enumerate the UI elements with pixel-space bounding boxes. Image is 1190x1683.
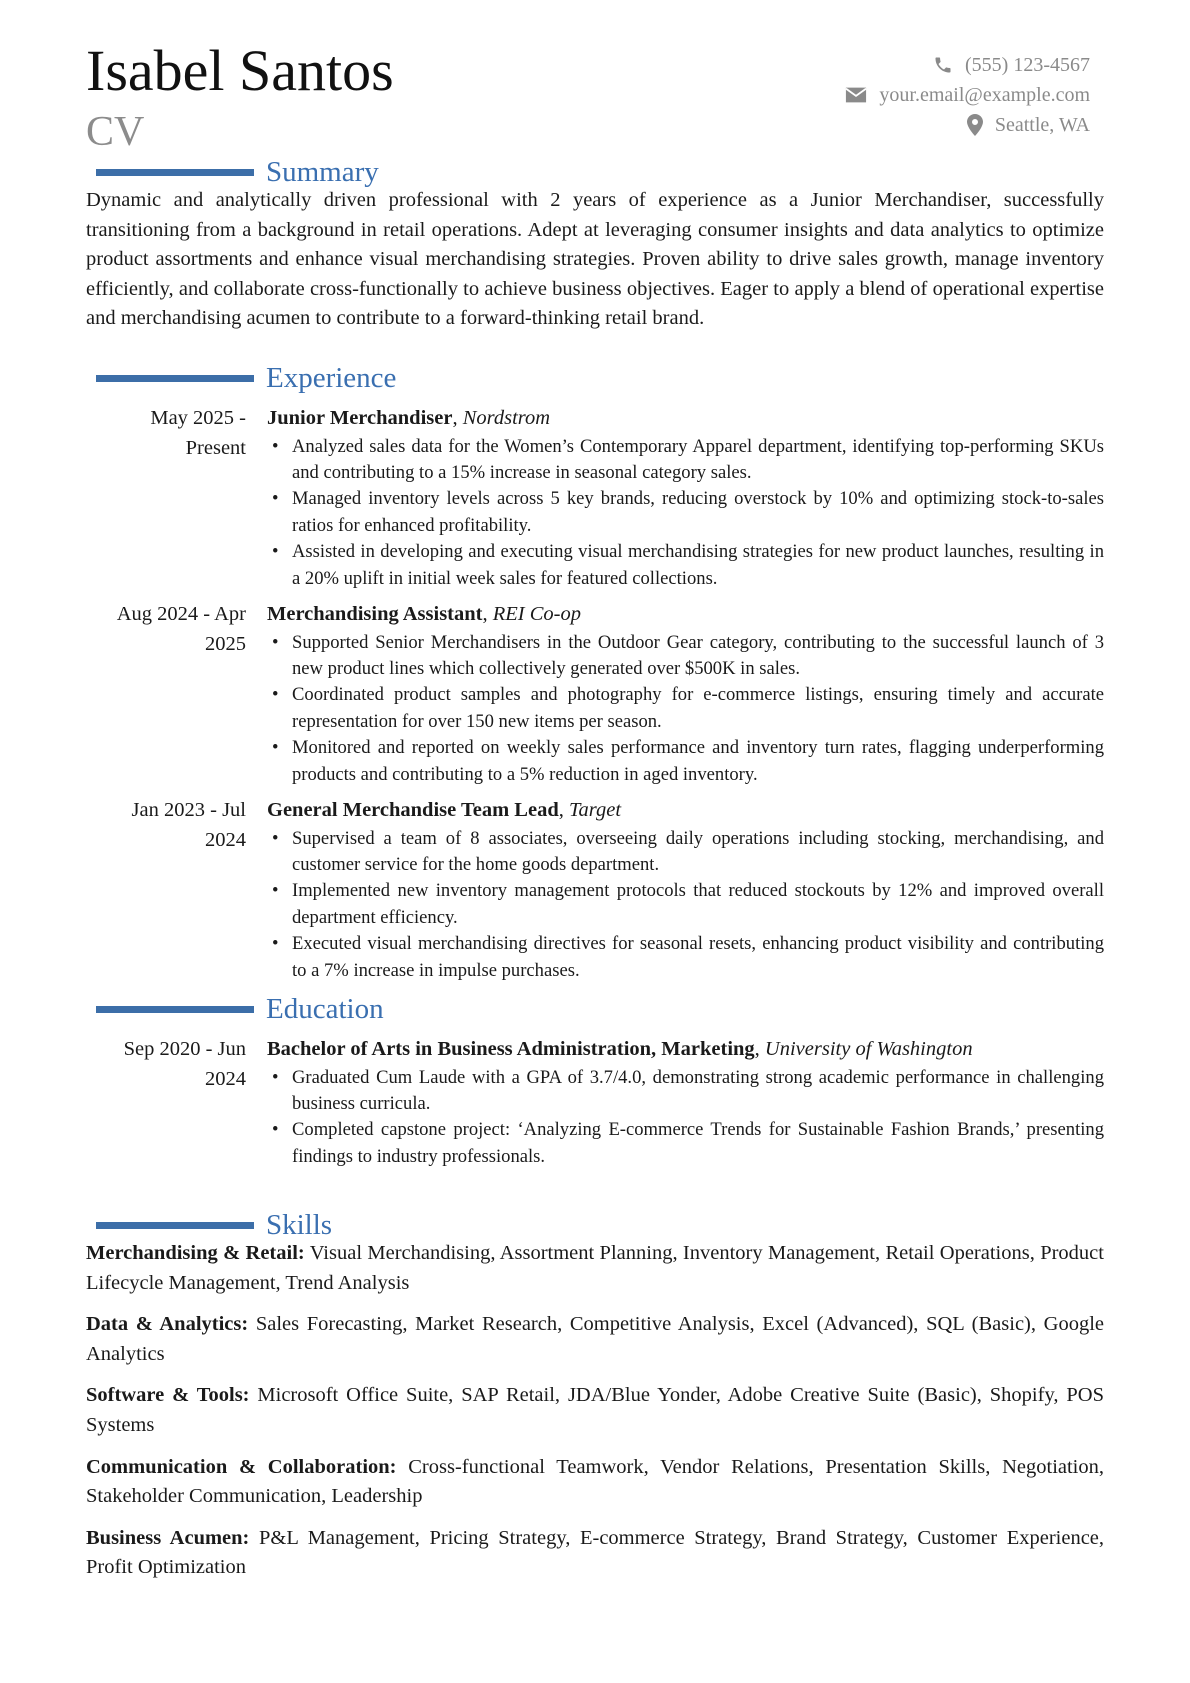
entry-heading: Bachelor of Arts in Business Administration, Marketing, University of Washington — [267, 1038, 973, 1060]
company-name: Target — [569, 799, 622, 821]
skill-items: Sales Forecasting, Market Research, Competitive Analysis, Excel (Advanced), SQL (Basic), Google Analytics — [86, 1313, 1104, 1365]
skill-group — [86, 1524, 1104, 1583]
experience-entry — [86, 600, 1104, 788]
school-name: University of Washington — [764, 1038, 973, 1060]
section-rule — [96, 1222, 254, 1229]
skill-label: Merchandising & Retail: — [86, 1242, 305, 1264]
section-rule — [96, 1006, 254, 1013]
skill-items: Cross-functional Teamwork, Vendor Relations, Presentation Skills, Negotiation, Stakeholder Communication, Leadership — [86, 1455, 1104, 1508]
location-text: Seattle, WA — [994, 114, 1090, 136]
list-item: • Assisted in developing and executing visual merchandising strategies for new product launches, resulting in a 20% uplift in initial week sales for featured collections. — [267, 539, 1104, 592]
section-rule — [96, 375, 254, 382]
section-title: Education — [266, 993, 384, 1025]
contact-phone[interactable] — [845, 50, 1090, 80]
list-item: • Supervised a team of 8 associates, overseeing daily operations including stocking, merchandising, and customer service for the home goods department. — [267, 826, 1104, 879]
skill-group — [86, 1310, 1104, 1369]
list-item: • Managed inventory levels across 5 key brands, reducing overstock by 10% and optimizing stock-to-sales ratios for enhanced profitability. — [267, 486, 1104, 539]
education-entry — [86, 1035, 1104, 1170]
envelope-icon — [845, 86, 867, 104]
section-rule — [96, 169, 254, 176]
list-item: • Supported Senior Merchandisers in the Outdoor Gear category, contributing to the successful launch of 3 new product lines which collectively generated over $500K in sales. — [267, 630, 1104, 683]
skill-items: Visual Merchandising, Assortment Planning, Inventory Management, Retail Operations, Product Lifecycle Management, Trend Analysis — [86, 1242, 1104, 1294]
bullet-list — [267, 1065, 1104, 1171]
degree-name: Bachelor of Arts in Business Administration, Marketing — [267, 1038, 755, 1060]
entry-heading: General Merchandise Team Lead, Target — [267, 799, 622, 821]
skill-items: Microsoft Office Suite, SAP Retail, JDA/Blue Yonder, Adobe Creative Suite (Basic), Shopify, POS Systems — [86, 1384, 1104, 1436]
section-header-experience — [96, 361, 396, 395]
job-title: General Merchandise Team Lead — [267, 799, 559, 821]
entry-date: May 2025 - Present — [150, 407, 246, 459]
skills-list — [86, 1239, 1104, 1595]
job-title: Junior Merchandiser — [267, 407, 453, 429]
entry-date: Sep 2020 - Jun 2024 — [123, 1038, 246, 1090]
list-item: • Implemented new inventory management protocols that reduced stockouts by 12% and improved overall department efficiency. — [267, 878, 1104, 931]
person-name: Isabel Santos — [86, 38, 394, 103]
list-item: • Analyzed sales data for the Women’s Contemporary Apparel department, identifying top-performing SKUs and contributing to a 15% increase in seasonal category sales. — [267, 434, 1104, 487]
section-header-skills — [96, 1208, 332, 1242]
list-item: • Coordinated product samples and photography for e-commerce listings, ensuring timely and accurate representation for over 150 new items per season. — [267, 682, 1104, 735]
entry-heading: Merchandising Assistant, REI Co-op — [267, 603, 581, 625]
job-title: Merchandising Assistant — [267, 603, 483, 625]
experience-entry — [86, 796, 1104, 984]
contact-email[interactable] — [845, 80, 1090, 110]
list-item: • Executed visual merchandising directives for seasonal resets, enhancing product visibility and contributing to a 7% increase in impulse purchases. — [267, 931, 1104, 984]
company-name: Nordstrom — [462, 407, 551, 429]
summary-paragraph: Dynamic and analytically driven professional with 2 years of experience as a Junior Merchandiser, successfully transitioning from a background in retail operations. Adept at leveraging consumer insights and data analytics to optimize product assortments and enhance visual merchandising strategies. Proven ability to drive sales growth, manage inventory efficiently, and collaborate cross-functionally to achieve business objectives. Eager to apply a blend of operational expertise and merchandising acumen to contribute to a forward-thinking retail brand. — [86, 189, 1104, 330]
section-header-education — [96, 992, 384, 1026]
bullet-list — [267, 826, 1104, 984]
company-name: REI Co-op — [492, 603, 581, 625]
phone-text: (555) 123-4567 — [965, 54, 1090, 76]
experience-entry — [86, 404, 1104, 592]
skill-group — [86, 1453, 1104, 1512]
skill-group — [86, 1239, 1104, 1298]
list-item: • Monitored and reported on weekly sales performance and inventory turn rates, flagging underperforming products and contributing to a 5% reduction in aged inventory. — [267, 735, 1104, 788]
skill-label: Software & Tools: — [86, 1384, 250, 1407]
list-item: • Graduated Cum Laude with a GPA of 3.7/4.0, demonstrating strong academic performance in challenging business curricula. — [267, 1065, 1104, 1118]
phone-icon — [933, 55, 953, 75]
list-item: • Completed capstone project: ‘Analyzing E-commerce Trends for Sustainable Fashion Brands,’ presenting findings to industry professionals. — [267, 1117, 1104, 1170]
skill-label: Business Acumen: — [86, 1526, 250, 1549]
skill-label: Data & Analytics: — [86, 1313, 249, 1336]
map-pin-icon — [967, 114, 983, 136]
email-text: your.email@example.com — [879, 84, 1090, 106]
entry-date: Jan 2023 - Jul 2024 — [131, 799, 246, 851]
section-header-summary — [96, 155, 379, 189]
skill-label: Communication & Collaboration: — [86, 1455, 397, 1478]
entry-date: Aug 2024 - Apr 2025 — [116, 603, 246, 655]
entry-heading: Junior Merchandiser, Nordstrom — [267, 407, 551, 429]
bullet-list — [267, 434, 1104, 592]
section-title: Summary — [266, 156, 379, 188]
skill-group — [86, 1381, 1104, 1440]
section-title: Experience — [266, 362, 397, 394]
section-title: Skills — [266, 1209, 333, 1241]
contact-location — [845, 110, 1090, 140]
contact-block — [845, 50, 1090, 140]
skill-items: P&L Management, Pricing Strategy, E-commerce Strategy, Brand Strategy, Customer Experience, Profit Optimization — [86, 1526, 1105, 1579]
document-type: CV — [86, 109, 145, 155]
bullet-list — [267, 630, 1104, 788]
